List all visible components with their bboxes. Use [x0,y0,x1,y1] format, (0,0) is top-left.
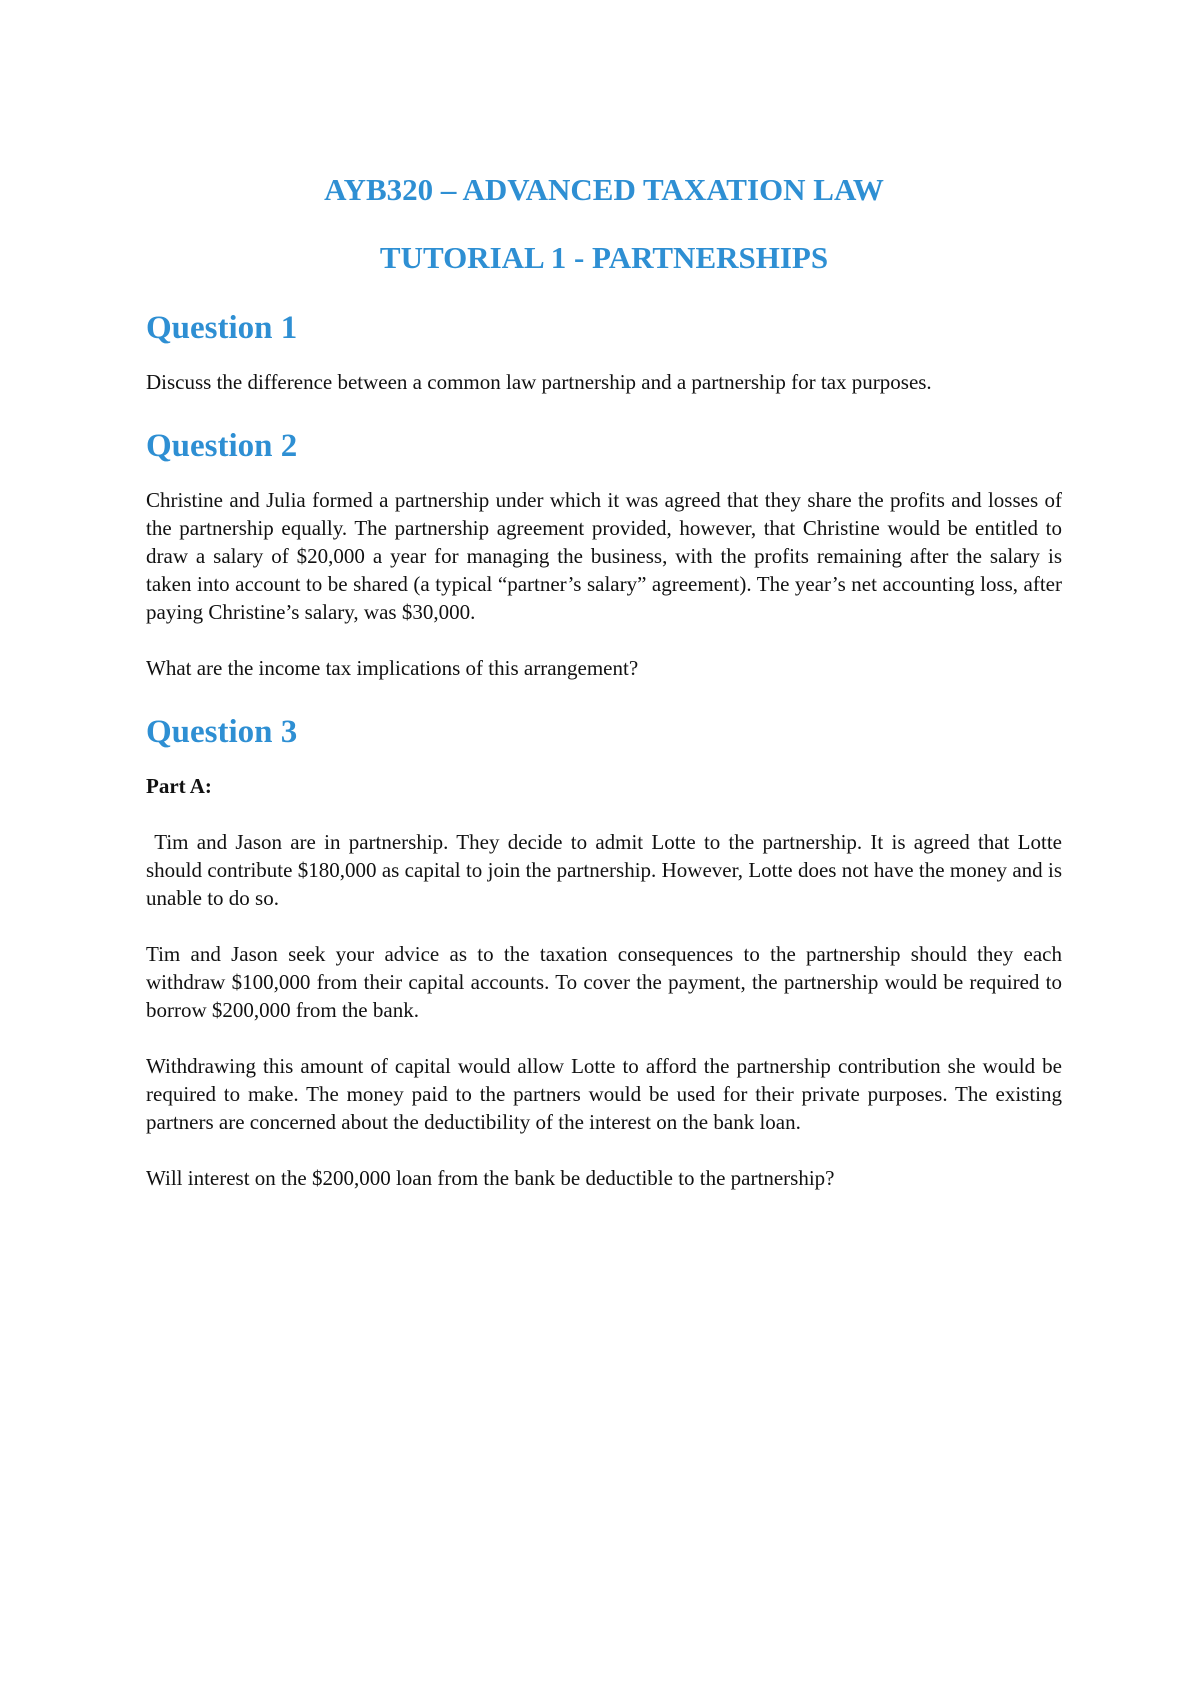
question-3-part-a-label: Part A: [146,774,212,798]
document-content [146,170,1068,1192]
question-1-section [146,306,1062,396]
question-2-paragraph-1: Christine and Julia formed a partnership under which it was agreed that they share the profits and losses of the partnership equally. The partnership agreement provided, however, that Christine would be entitled to draw a salary of $20,000 a year for managing the business, with the profits remaining after the salary is taken into account to be shared (a typical “partner’s salary” agreement). The year’s net accounting loss, after paying Christine’s salary, was $30,000. [146,488,1062,624]
question-3-paragraph-3: Withdrawing this amount of capital would allow Lotte to afford the partnership contribution she would be required to make. The money paid to the partners would be used for their private purposes. The existing partners are concerned about the deductibility of the interest on the bank loan. [146,1054,1062,1134]
question-1-heading: Question 1 [146,310,298,346]
document-title: AYB320 – ADVANCED TAXATION LAW [324,172,884,207]
question-3-paragraph-1: Tim and Jason are in partnership. They decide to admit Lotte to the partnership. It is agreed that Lotte should contribute $180,000 as capital to join the partnership. However, Lotte does not have the money and is unable to do so. [146,830,1068,910]
question-2-section [146,424,1062,682]
question-2-paragraph-2: What are the income tax implications of this arrangement? [146,656,639,680]
question-1-text: Discuss the difference between a common law partnership and a partnership for tax purposes. [146,370,932,394]
question-2-heading: Question 2 [146,428,298,464]
question-3-paragraph-4: Will interest on the $200,000 loan from the bank be deductible to the partnership? [146,1166,835,1190]
question-3-paragraph-2: Tim and Jason seek your advice as to the taxation consequences to the partnership should they each withdraw $100,000 from their capital accounts. To cover the payment, the partnership would be required to borrow $200,000 from the bank. [146,942,1062,1022]
question-3-section [146,710,1068,1192]
question-3-heading: Question 3 [146,714,298,750]
document-subtitle: TUTORIAL 1 - PARTNERSHIPS [379,240,829,275]
